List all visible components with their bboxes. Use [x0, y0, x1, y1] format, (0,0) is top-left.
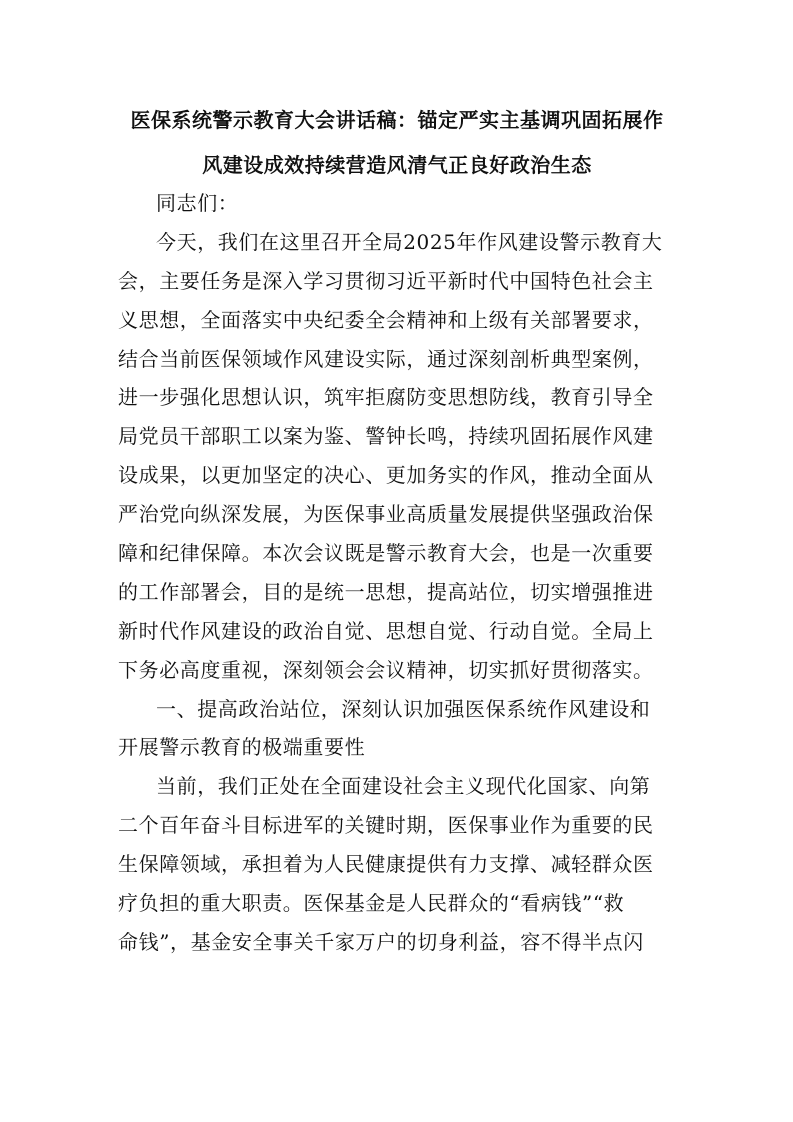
- paragraph-line: 局党员干部职工以案为鉴、警钟长鸣，持续巩固拓展作风建: [118, 424, 654, 449]
- document-body: [118, 184, 678, 962]
- section-heading-line: 开展警示教育的极端重要性: [118, 735, 366, 760]
- paragraph-line: 的工作部署会，目的是统一思想，提高站位，切实增强推进: [118, 579, 654, 604]
- document-title: [112, 98, 682, 188]
- paragraph-line: 结合当前医保领域作风建设实际，通过深刻剖析典型案例，: [118, 346, 654, 371]
- paragraph-line: 疗负担的重大职责。医保基金是人民群众的“看病钱”“救: [118, 891, 625, 916]
- paragraph-line: 当前，我们正处在全面建设社会主义现代化国家、向第: [156, 774, 651, 799]
- paragraph-line: 会，主要任务是深入学习贯彻习近平新时代中国特色社会主: [118, 268, 654, 293]
- title-line: 风建设成效持续营造风清气正良好政治生态: [202, 153, 592, 177]
- paragraph-line: 设成果，以更加坚定的决心、更加务实的作风，推动全面从: [118, 463, 654, 488]
- paragraph-line: 义思想，全面落实中央纪委全会精神和上级有关部署要求，: [118, 307, 654, 332]
- paragraph-line: 二个百年奋斗目标进军的关键时期，医保事业作为重要的民: [118, 813, 654, 838]
- section-heading-line: 一、提高政治站位，深刻认识加强医保系统作风建设和: [156, 696, 651, 721]
- paragraph-line: 生保障领域，承担着为人民健康提供有力支撑、减轻群众医: [118, 852, 654, 877]
- paragraph-line: 进一步强化思想认识，筑牢拒腐防变思想防线，教育引导全: [118, 385, 654, 410]
- paragraph-line: 今天，我们在这里召开全局2025年作风建设警示教育大: [156, 229, 663, 254]
- paragraph-line: 下务必高度重视，深刻领会会议精神，切实抓好贯彻落实。: [118, 657, 654, 682]
- paragraph-line: 命钱”，基金安全事关千家万户的切身利益，容不得半点闪: [118, 929, 644, 954]
- paragraph-line: 新时代作风建设的政治自觉、思想自觉、行动自觉。全局上: [118, 618, 654, 643]
- salutation: 同志们：: [156, 191, 239, 215]
- title-line: 医保系统警示教育大会讲话稿：锚定严实主基调巩固拓展作: [130, 108, 664, 132]
- paragraph-line: 严治党向纵深发展，为医保事业高质量发展提供坚强政治保: [118, 502, 654, 527]
- paragraph-line: 障和纪律保障。本次会议既是警示教育大会，也是一次重要: [118, 541, 654, 566]
